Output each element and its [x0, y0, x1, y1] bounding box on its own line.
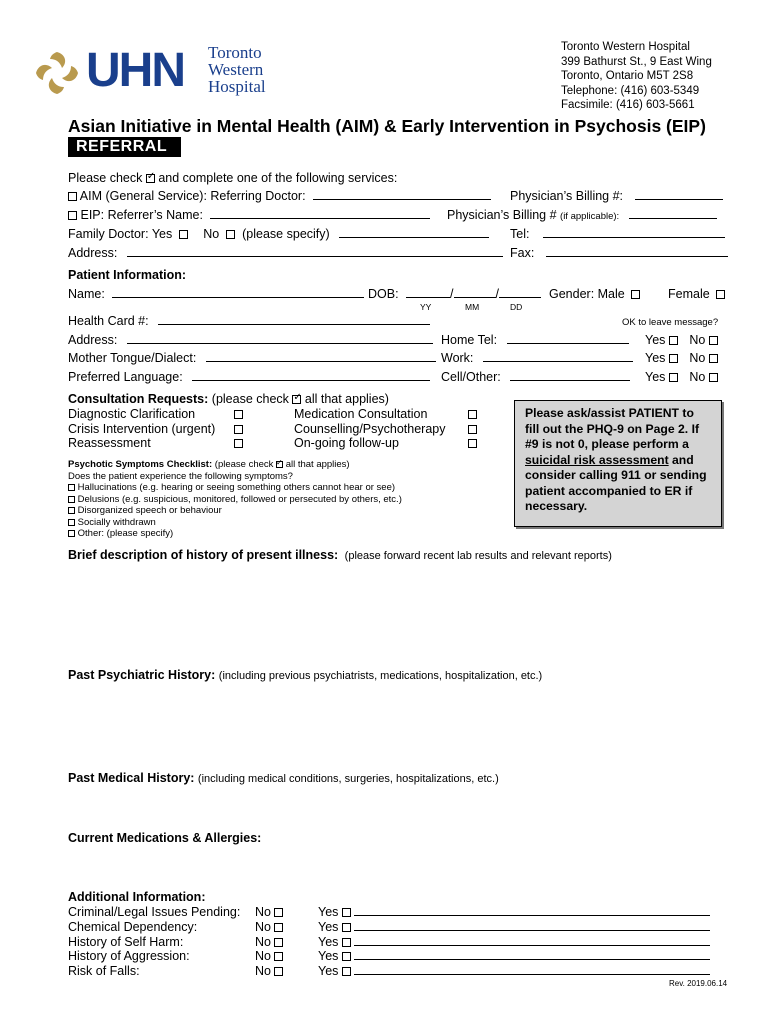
- home-tel-field[interactable]: [507, 333, 629, 344]
- phq9-notice-box: Please ask/assist PATIENT to fill out the PHQ-9 on Page 2. If #9 is not 0, please perform a suicidal risk assessment and consider calling 911 or sending patient accompanied to ER if necessary.: [514, 400, 722, 527]
- patient-name-field[interactable]: [112, 287, 364, 298]
- female-checkbox[interactable]: [716, 290, 725, 299]
- address-line: Toronto Western Hospital: [561, 41, 690, 53]
- referrer-address-field[interactable]: [127, 246, 503, 257]
- work-msg-no-checkbox[interactable]: [709, 354, 718, 363]
- cell-label: Cell/Other:: [441, 370, 501, 384]
- consult-diagnostic-label: Diagnostic Clarification: [68, 407, 196, 421]
- uhn-swirl-icon: [32, 48, 82, 98]
- current-medications-area[interactable]: [68, 849, 728, 885]
- eip-checkbox[interactable]: [68, 211, 77, 220]
- family-doctor-yes-checkbox[interactable]: [179, 230, 188, 239]
- referrer-address-label: Address:: [68, 246, 118, 260]
- falls-details-field[interactable]: [354, 964, 710, 975]
- dob-dd-hint: DD: [510, 302, 523, 312]
- health-card-label: Health Card #:: [68, 314, 149, 328]
- dob-label: DOB:: [368, 287, 399, 301]
- cell-msg-yes-checkbox[interactable]: [669, 373, 678, 382]
- chemical-details-field[interactable]: [354, 920, 710, 931]
- patient-name-label: Name:: [68, 287, 105, 301]
- selfharm-yes-checkbox[interactable]: [342, 938, 351, 947]
- eip-label: EIP: Referrer’s Name:: [80, 208, 203, 222]
- aim-label: AIM (General Service): Referring Doctor:: [79, 189, 306, 203]
- consult-reassessment-checkbox[interactable]: [234, 439, 243, 448]
- mother-tongue-field[interactable]: [206, 351, 436, 362]
- preferred-language-label: Preferred Language:: [68, 370, 183, 384]
- additional-heading: Additional Information:: [68, 890, 206, 904]
- chemical-dependency-label: Chemical Dependency:: [68, 919, 198, 934]
- symptoms-question: Does the patient experience the following symptoms?: [68, 471, 293, 482]
- selfharm-no-checkbox[interactable]: [274, 938, 283, 947]
- symptom-other-checkbox[interactable]: [68, 530, 75, 537]
- fax-field[interactable]: [546, 246, 728, 257]
- risk-of-falls-label: Risk of Falls:: [68, 964, 140, 979]
- dob-yy-hint: YY: [420, 302, 432, 312]
- consultation-heading: Consultation Requests:: [68, 392, 209, 406]
- family-doctor-field[interactable]: [339, 227, 489, 238]
- health-card-field[interactable]: [158, 314, 430, 325]
- dob-mm-field[interactable]: [454, 287, 496, 298]
- aim-checkbox[interactable]: [68, 192, 77, 201]
- aggression-no-checkbox[interactable]: [274, 952, 283, 961]
- referrer-name-field[interactable]: [210, 208, 430, 219]
- aggression-details-field[interactable]: [354, 949, 710, 960]
- checkmark-icon: ✓: [146, 171, 156, 182]
- tel-field[interactable]: [543, 227, 725, 238]
- chemical-no-checkbox[interactable]: [274, 923, 283, 932]
- home-msg-no-checkbox[interactable]: [709, 336, 718, 345]
- gender-label: Gender: Male: [549, 287, 625, 301]
- cell-field[interactable]: [510, 370, 630, 381]
- consult-medication-checkbox[interactable]: [468, 410, 477, 419]
- consult-counselling-label: Counselling/Psychotherapy: [294, 421, 446, 436]
- work-field[interactable]: [483, 351, 633, 362]
- consult-crisis-checkbox[interactable]: [234, 425, 243, 434]
- current-medications-heading: Current Medications & Allergies:: [68, 831, 262, 845]
- hospital-address: [561, 40, 712, 113]
- dob-yy-field[interactable]: [406, 287, 450, 298]
- logo-line-1: Toronto: [208, 43, 262, 62]
- ok-to-leave-message: OK to leave message?: [622, 317, 719, 328]
- aggression-yes-checkbox[interactable]: [342, 952, 351, 961]
- checkmark-icon: ✓: [293, 392, 302, 403]
- work-label: Work:: [441, 351, 474, 365]
- past-psychiatric-area[interactable]: [68, 686, 728, 766]
- patient-heading: Patient Information:: [68, 268, 187, 282]
- family-doctor-label: Family Doctor: Yes: [68, 227, 173, 241]
- criminal-legal-label: Criminal/Legal Issues Pending:: [68, 905, 241, 919]
- referring-doctor-field[interactable]: [313, 189, 491, 200]
- falls-yes-checkbox[interactable]: [342, 967, 351, 976]
- male-checkbox[interactable]: [631, 290, 640, 299]
- selfharm-details-field[interactable]: [354, 935, 710, 946]
- fax-label: Fax:: [510, 246, 535, 260]
- consult-reassessment-label: Reassessment: [68, 436, 151, 450]
- criminal-no-checkbox[interactable]: [274, 908, 283, 917]
- consult-counselling-checkbox[interactable]: [468, 425, 477, 434]
- page-title: Asian Initiative in Mental Health (AIM) & Early Intervention in Psychosis (EIP): [68, 116, 706, 136]
- address-line: 399 Bathurst St., 9 East Wing: [561, 55, 712, 68]
- past-medical-heading: Past Medical History:: [68, 771, 195, 785]
- services-instruction: Please check: [68, 171, 143, 185]
- eip-billing-label: Physician’s Billing #: [447, 208, 557, 222]
- patient-address-field[interactable]: [127, 333, 433, 344]
- past-medical-area[interactable]: [68, 789, 728, 825]
- symptom-delusions-checkbox[interactable]: [68, 496, 75, 503]
- preferred-language-field[interactable]: [192, 370, 430, 381]
- consult-followup-checkbox[interactable]: [468, 439, 477, 448]
- home-msg-yes-checkbox[interactable]: [669, 336, 678, 345]
- referral-badge: REFERRAL: [68, 137, 181, 157]
- uhn-wordmark: UHN: [86, 44, 184, 97]
- home-tel-label: Home Tel:: [441, 333, 498, 347]
- aim-billing-field[interactable]: [635, 189, 723, 200]
- logo-line-3: Hospital: [208, 77, 266, 96]
- self-harm-label: History of Self Harm:: [68, 934, 184, 949]
- checkmark-icon: ✓: [276, 458, 283, 467]
- tel-label: Tel:: [510, 227, 530, 241]
- cell-msg-no-checkbox[interactable]: [709, 373, 718, 382]
- symptom-disorganized-checkbox[interactable]: [68, 507, 75, 514]
- dob-mm-hint: MM: [465, 302, 480, 312]
- aim-billing-label: Physician’s Billing #:: [510, 189, 624, 203]
- family-doctor-no-checkbox[interactable]: [226, 230, 235, 239]
- female-label: Female: [668, 287, 710, 301]
- past-psychiatric-heading: Past Psychiatric History:: [68, 668, 216, 682]
- consult-diagnostic-checkbox[interactable]: [234, 410, 243, 419]
- criminal-yes-checkbox[interactable]: [342, 908, 351, 917]
- mother-tongue-label: Mother Tongue/Dialect:: [68, 351, 197, 365]
- criminal-details-field[interactable]: [354, 905, 710, 916]
- chemical-yes-checkbox[interactable]: [342, 923, 351, 932]
- brief-history-area[interactable]: [68, 566, 728, 662]
- symptom-withdrawn-checkbox[interactable]: [68, 519, 75, 526]
- aggression-label: History of Aggression:: [68, 949, 190, 964]
- symptom-hallucinations-checkbox[interactable]: [68, 484, 75, 491]
- address-line: Telephone: (416) 603-5349: [561, 84, 700, 97]
- address-line: Facsimile: (416) 603-5661: [561, 99, 695, 111]
- patient-address-label: Address:: [68, 333, 118, 347]
- falls-no-checkbox[interactable]: [274, 967, 283, 976]
- revision-label: Rev. 2019.06.14: [669, 979, 728, 988]
- dob-dd-field[interactable]: [499, 287, 541, 298]
- brief-history-heading: Brief description of history of present illness:: [68, 548, 339, 562]
- uhn-logo: [32, 42, 282, 104]
- symptoms-heading: Psychotic Symptoms Checklist:: [68, 459, 213, 470]
- consult-crisis-label: Crisis Intervention (urgent): [68, 421, 216, 436]
- eip-billing-field[interactable]: [629, 208, 717, 219]
- address-line: Toronto, Ontario M5T 2S8: [561, 70, 694, 82]
- consult-medication-label: Medication Consultation: [294, 407, 428, 421]
- consult-followup-label: On-going follow-up: [294, 436, 399, 450]
- work-msg-yes-checkbox[interactable]: [669, 354, 678, 363]
- logo-line-2: Western: [208, 60, 264, 79]
